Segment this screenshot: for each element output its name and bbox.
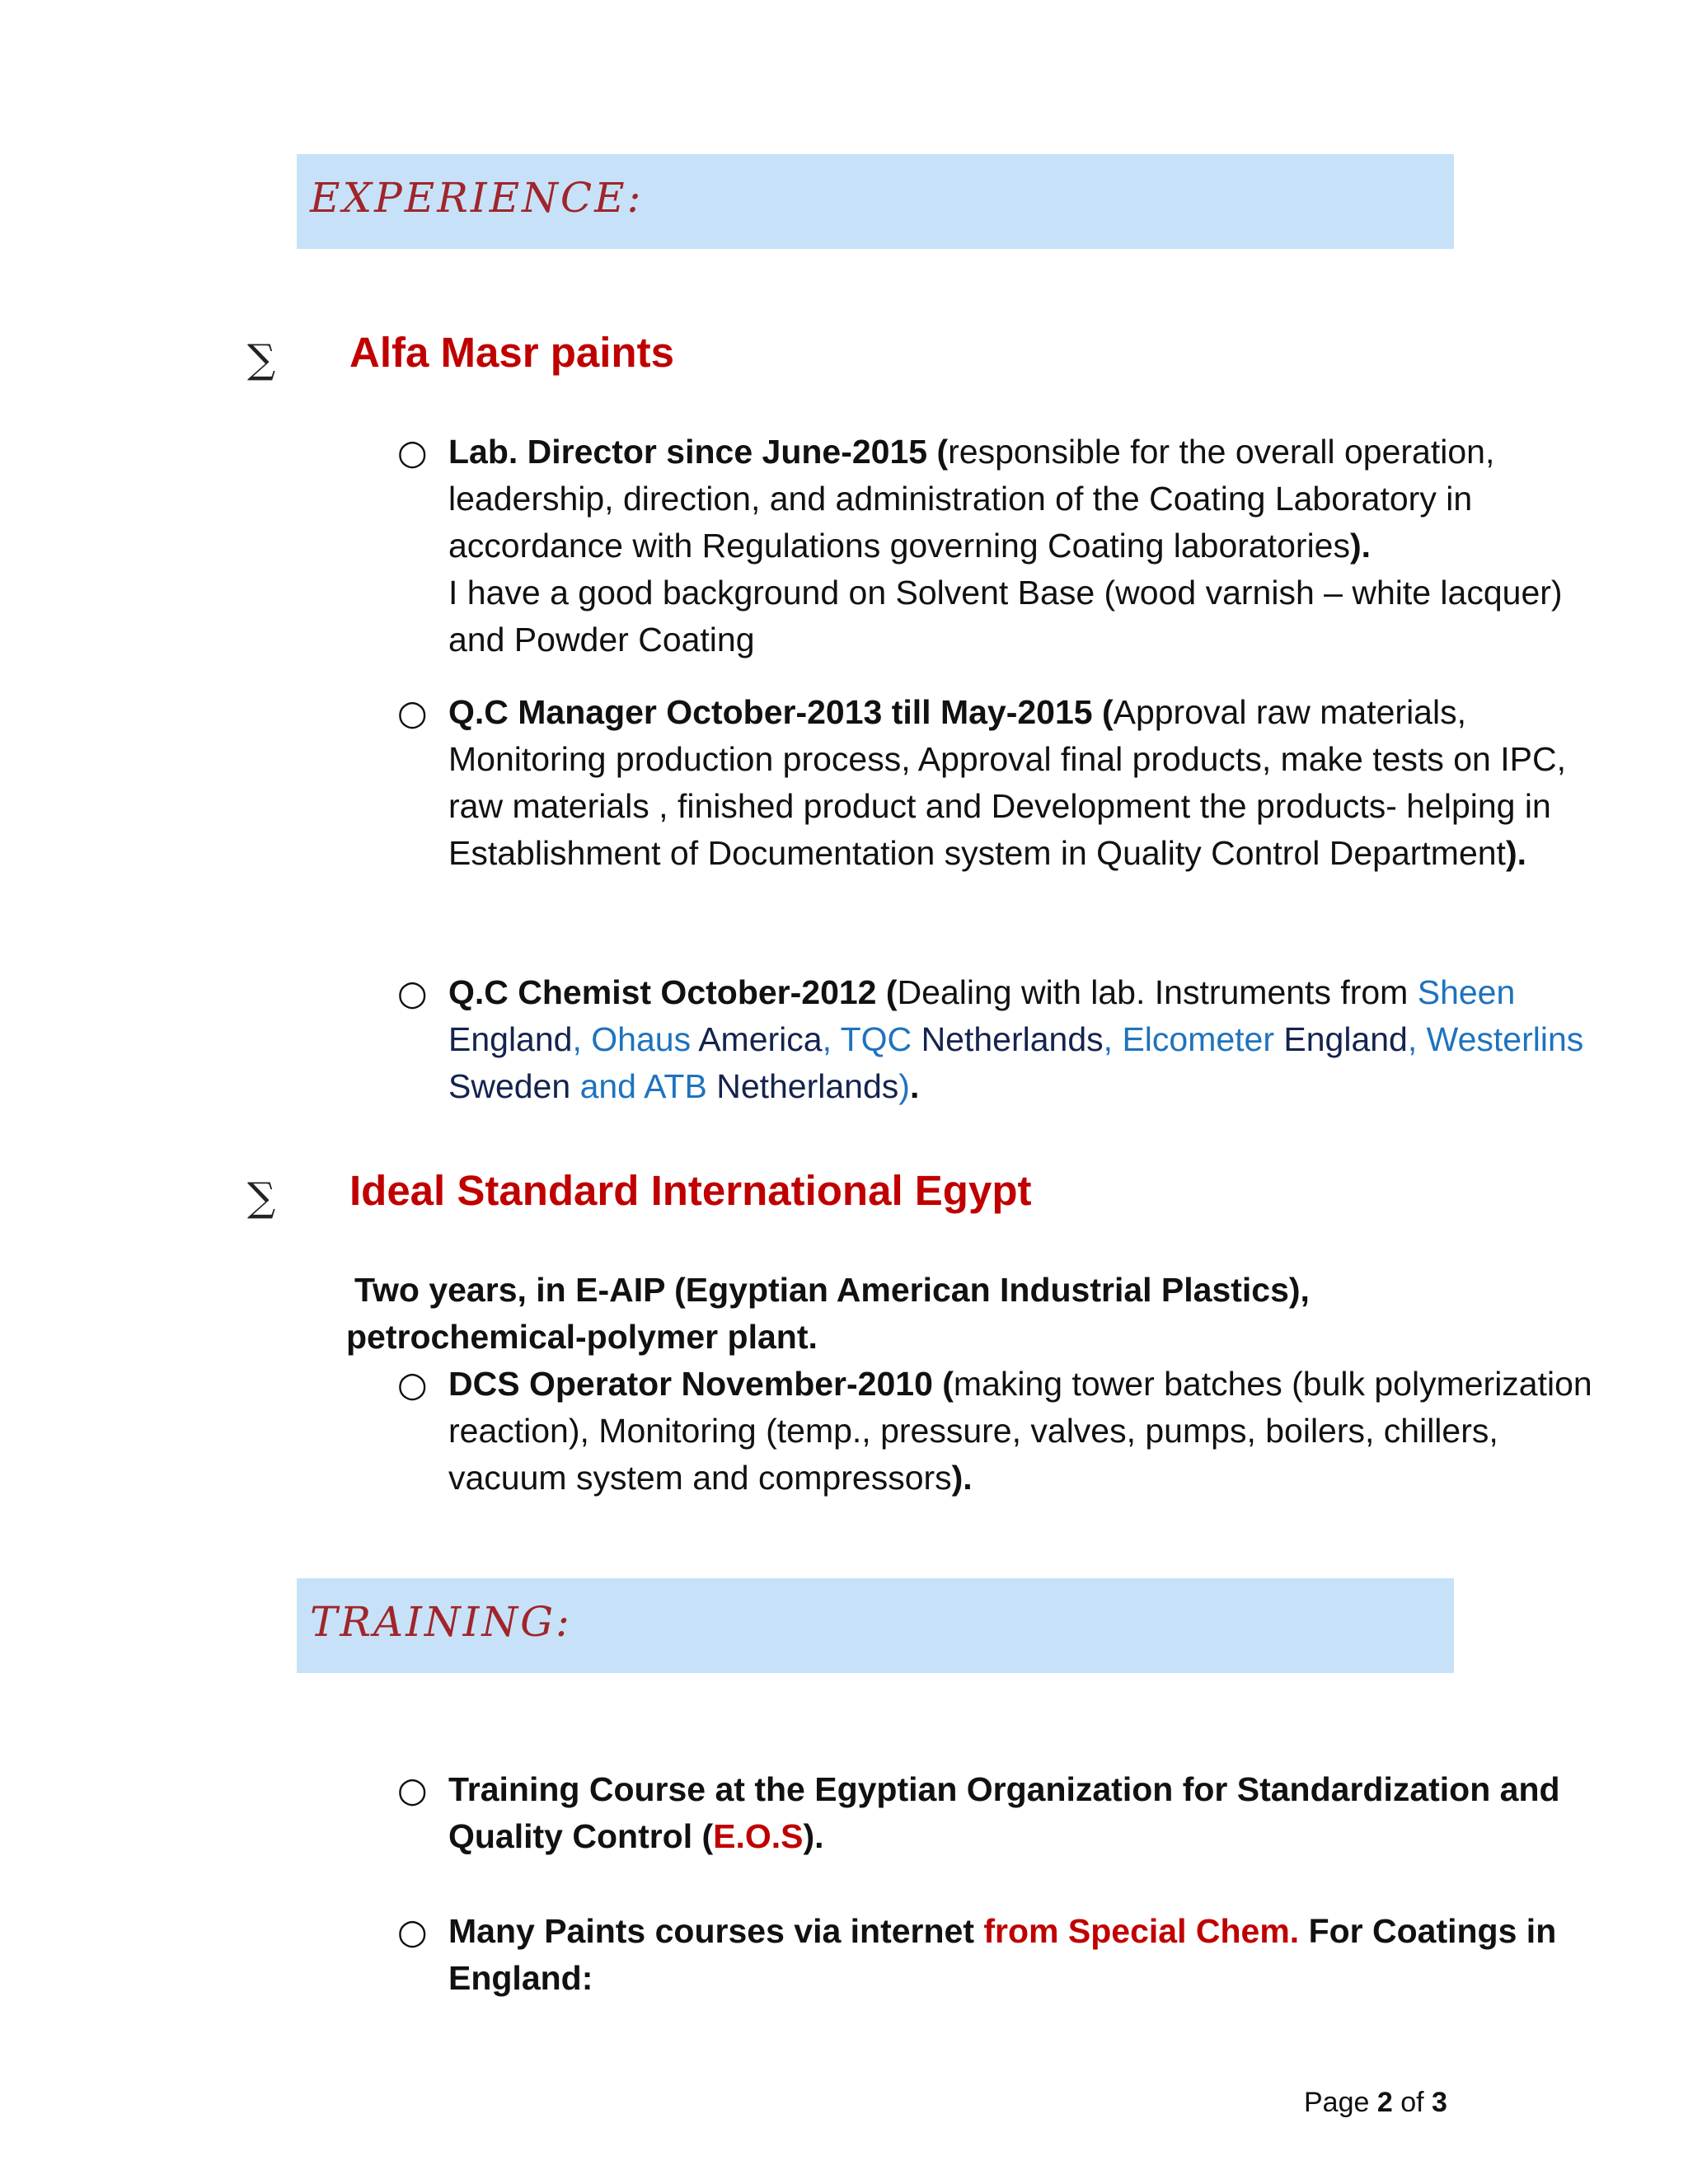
training-text-main: Many Paints courses via internet	[448, 1912, 984, 1950]
current-page: 2	[1376, 2087, 1393, 2118]
training-title: TRAINING:	[310, 1598, 572, 1646]
company-name: Ideal Standard International Egypt	[349, 1167, 1032, 1214]
page-number-footer	[1304, 2087, 1447, 2119]
country: England	[448, 1020, 573, 1058]
role-close: ).	[951, 1459, 973, 1497]
sigma-bullet-icon: ∑	[247, 336, 276, 382]
training-highlight: E.O.S	[713, 1817, 804, 1855]
country: Sweden	[448, 1067, 571, 1105]
role-text	[448, 429, 1602, 663]
total-pages: 3	[1432, 2087, 1447, 2118]
role-title: Lab. Director since June-2015 (	[448, 433, 949, 471]
company-name: Alfa Masr paints	[349, 329, 674, 376]
circle-bullet-icon: ○	[397, 692, 428, 733]
separator: and	[570, 1067, 645, 1105]
company-subtitle	[346, 1267, 1500, 1361]
role-text	[448, 689, 1602, 877]
footer-prefix: Page	[1304, 2087, 1377, 2118]
role-title: DCS Operator November-2010 (	[448, 1365, 954, 1403]
training-text-rest: For Coatings in England:	[448, 1912, 1557, 1997]
role-extra: I have a good background on Solvent Base (wood varnish – white lacquer) and Powder Coating	[448, 574, 1563, 658]
separator: ,	[572, 1020, 592, 1058]
training-close: ).	[803, 1817, 824, 1855]
country: America	[691, 1020, 823, 1058]
country: Netherlands	[706, 1067, 899, 1105]
role-description: Approval raw materials, Monitoring production process, Approval final products, make tests on IPC, raw materials , finished product and Development the products- helping in Establishment of Documentation system in Quality Control Department	[448, 693, 1566, 872]
country: England	[1274, 1020, 1408, 1058]
role-text	[448, 1361, 1602, 1502]
brand-westerlins: Westerlins	[1426, 1020, 1584, 1058]
brand-sheen: Sheen	[1417, 973, 1516, 1011]
brand-elcometer: Elcometer	[1122, 1020, 1274, 1058]
role-close: ).	[1350, 527, 1372, 565]
brand-atb: ATB	[644, 1067, 707, 1105]
circle-bullet-icon: ○	[397, 432, 428, 472]
experience-title: EXPERIENCE:	[310, 174, 644, 222]
role-title: Q.C Chemist October-2012 (	[448, 973, 898, 1011]
role-close: .	[909, 1067, 920, 1105]
role-close: ).	[1505, 834, 1526, 872]
separator: ,	[1407, 1020, 1427, 1058]
training-text	[448, 1908, 1602, 2002]
training-text	[448, 1766, 1602, 1860]
brand-ohaus: Ohaus	[591, 1020, 692, 1058]
subtitle-line-2: petrochemical-polymer plant.	[346, 1318, 818, 1356]
sigma-bullet-icon: ∑	[247, 1174, 276, 1221]
circle-bullet-icon: ○	[397, 1911, 428, 1952]
paren: )	[898, 1067, 910, 1105]
country: Netherlands	[912, 1020, 1104, 1058]
subtitle-line-1: Two years, in E-AIP (Egyptian American Industrial Plastics),	[354, 1271, 1310, 1309]
separator: ,	[1103, 1020, 1123, 1058]
circle-bullet-icon: ○	[397, 1364, 428, 1404]
role-text	[448, 969, 1602, 1110]
role-title: Q.C Manager October-2013 till May-2015 (	[448, 693, 1114, 731]
role-description: making tower batches (bulk polymerization reaction), Monitoring (temp., pressure, valves, pumps, boilers, chillers, vacuum system and compressors	[448, 1365, 1592, 1497]
footer-middle: of	[1392, 2087, 1432, 2118]
training-text-main: Training Course at the Egyptian Organization for Standardization and Quality Control (	[448, 1770, 1560, 1855]
role-description: responsible for the overall operation, leadership, direction, and administration of the Coating Laboratory in accordance with Regulations governing Coating laboratories	[448, 433, 1495, 565]
training-section-header	[297, 1578, 1454, 1673]
brand-tqc: TQC	[840, 1020, 912, 1058]
role-description: Dealing with lab. Instruments from	[897, 973, 1418, 1011]
separator: ,	[822, 1020, 841, 1058]
circle-bullet-icon: ○	[397, 1769, 428, 1810]
experience-section-header	[297, 154, 1454, 249]
training-highlight: from Special Chem.	[983, 1912, 1300, 1950]
circle-bullet-icon: ○	[397, 972, 428, 1013]
